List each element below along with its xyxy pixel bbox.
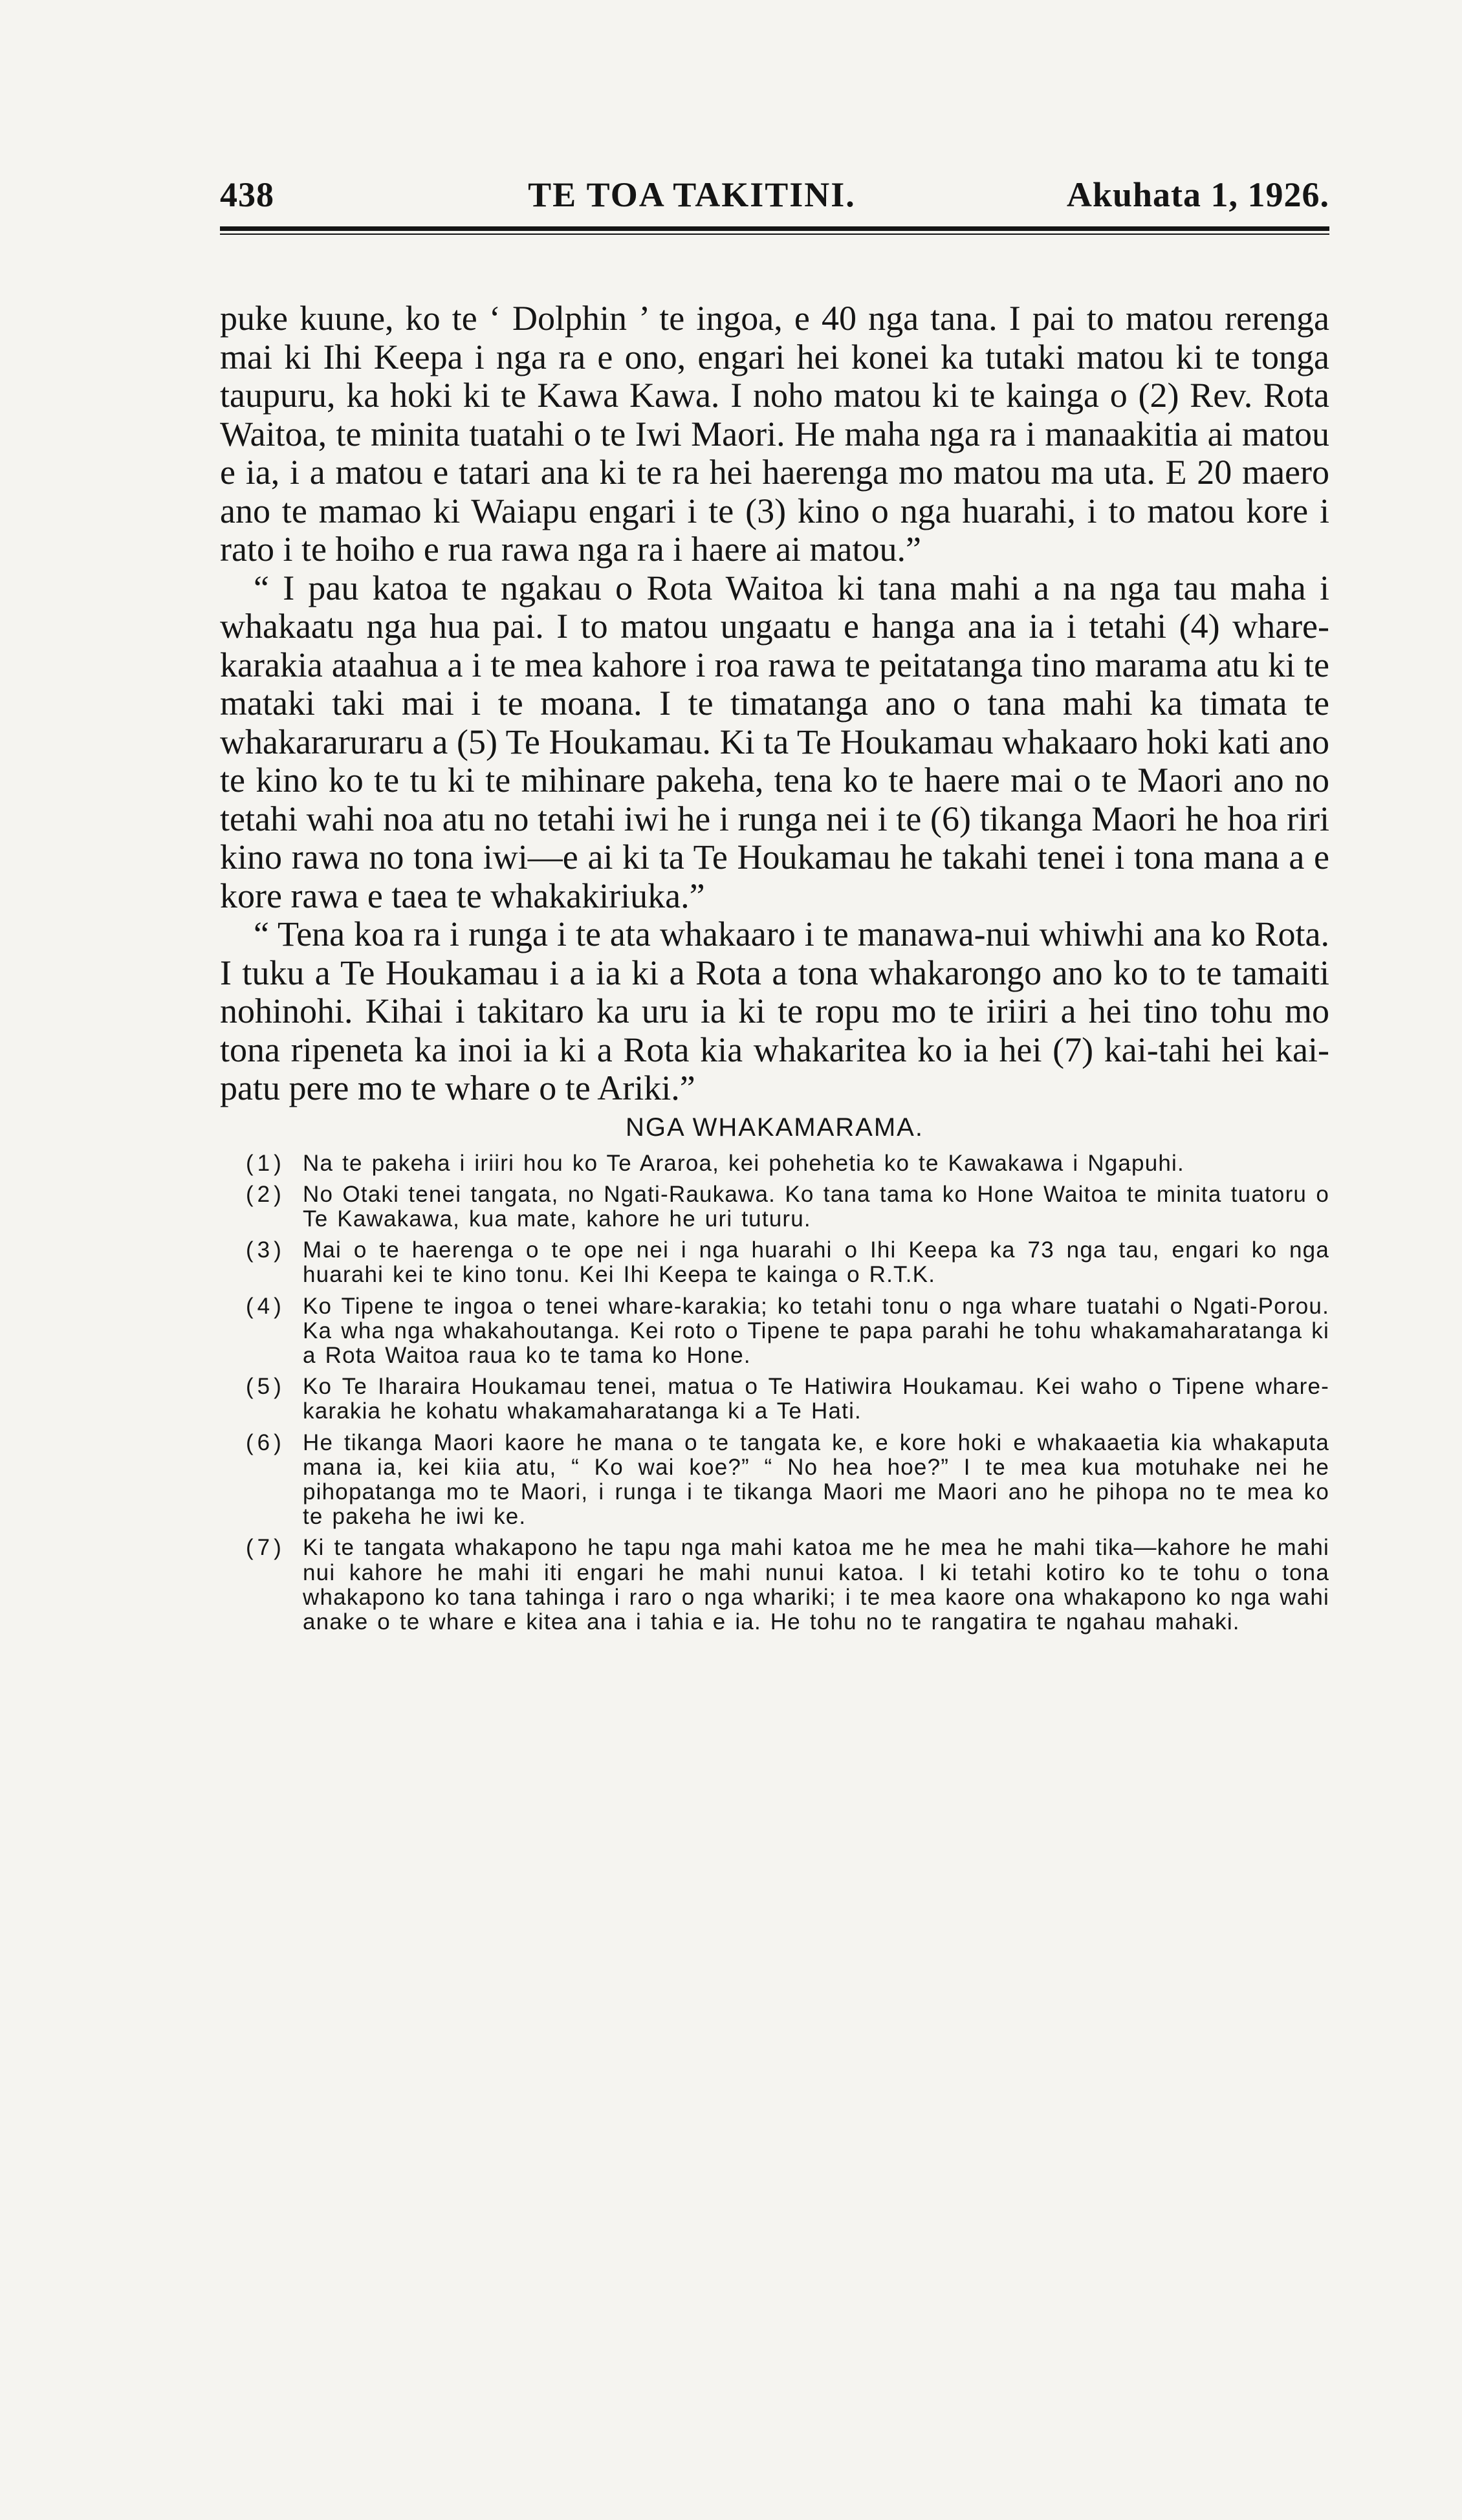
issue-date: Akuhata 1, 1926. [1066, 175, 1329, 214]
note-text: Ko Te Iharaira Houkamau tenei, matua o Te Hatiwira Houkamau. Kei waho o Tipene whare-karakia he kohatu whakamaharatanga ki a Te Hati. [303, 1374, 1329, 1424]
note-number: (7) [246, 1535, 285, 1561]
note-4 [220, 1294, 1329, 1369]
article-body [220, 299, 1329, 1108]
note-text: Ki te tangata whakapono he tapu nga mahi katoa me he mea he mahi tika—kahore he mahi nui kahore he mahi iti engari he mahi nunui katoa. I ki tetahi kotiro ko te tohu o tona whakapono ko tana tahinga i raro o nga whariki; i te mea kaore ona whakapono ko nga wahi anake o te whare e kitea ana i tahia e ia. He tohu no te rangatira te ngahau mahaki. [303, 1535, 1329, 1635]
paragraph-1: puke kuune, ko te ‘ Dolphin ’ te ingoa, e 40 nga tana. I pai to matou rerenga mai ki Ihi Keepa i nga ra e ono, engari hei konei ka tutaki matou ki te tonga taupuru, ka hoki ki te Kawa Kawa. I noho matou ki te kainga o (2) Rev. Rota Waitoa, te minita tuatahi o te Iwi Maori. He maha nga ra i manaakitia ai matou e ia, i a matou e tatari ana ki te ra hei haerenga mo matou ma uta. E 20 maero ano te mamao ki Waiapu engari i te (3) kino o nga huarahi, i to matou kore i rato i te hoiho e rua rawa nga ra i haere ai matou.” [220, 299, 1329, 569]
note-number: (6) [246, 1429, 285, 1455]
note-number: (2) [246, 1181, 285, 1207]
paragraph-3: “ Tena koa ra i runga i te ata whakaaro i te manawa-nui whiwhi ana ko Rota. I tuku a Te Houkamau i a ia ki a Rota a tona whakarongo ano ko to te tamaiti nohinohi. Kihai i takitaro ka uru ia ki te ropu mo te iriiri a hei tino tohu mo tona ripeneta ka inoi ia ki a Rota kia whakaritea ko ia hei (7) kai-tahi hei kai-patu pere mo te whare o te Ariki.” [220, 915, 1329, 1107]
paragraph-2: “ I pau katoa te ngakau o Rota Waitoa ki tana mahi a na nga tau maha i whakaatu nga hua pai. I to matou ungaatu e hanga ana ia i tetahi (4) whare-karakia ataahua a i te mea kahore i roa rawa te peitatanga tino marama atu ki te mataki taki mai i te moana. I te timatanga ano o tana mahi ka timata te whakararuraru a (5) Te Houkamau. Ki ta Te Houkamau whakaaro hoki kati ano te kino ko te tu ki te mihinare pakeha, tena ko te haere mai o te Maori ano no tetahi wahi noa atu no tetahi iwi he i runga nei i te (6) tikanga Maori he hoa riri kino rawa no tona iwi—e ai ki ta Te Houkamau he takahi tenei i tona mana a e kore rawa e taea te whakakiriuka.” [220, 568, 1329, 915]
notes-list [220, 1151, 1329, 1635]
note-number: (5) [246, 1374, 285, 1400]
header-rule-thin [220, 234, 1329, 235]
header-rule-thick [220, 226, 1329, 231]
page-number: 438 [220, 175, 274, 214]
note-5 [220, 1374, 1329, 1424]
note-number: (4) [246, 1293, 285, 1319]
note-7 [220, 1536, 1329, 1635]
note-3 [220, 1238, 1329, 1287]
note-text: No Otaki tenei tangata, no Ngati-Raukawa. Ko tana tama ko Hone Waitoa te minita tuatoru o Te Kawakawa, kua mate, kahore he uri tuturu. [303, 1181, 1329, 1232]
note-text: He tikanga Maori kaore he mana o te tangata ke, e kore hoki e whakaaetia kia whakaputa mana ia, kei kiia atu, “ Ko wai koe?” “ No hea hoe?” I te mea kua motuhake nei he pihopatanga mo te Maori, i runga i te tikanga Maori me Maori ano he pihopa no te mea ko te pakeha he iwi ke. [303, 1429, 1329, 1530]
note-2 [220, 1182, 1329, 1232]
notes-heading: NGA WHAKAMARAMA. [626, 1113, 924, 1142]
page [220, 175, 1329, 2477]
note-1 [220, 1151, 1329, 1176]
note-text: Mai o te haerenga o te ope nei i nga huarahi o Ihi Keepa ka 73 nga tau, engari ko nga huarahi kei te kino tonu. Kei Ihi Keepa te kainga o R.T.K. [303, 1237, 1329, 1288]
running-header [220, 175, 1329, 225]
note-6 [220, 1431, 1329, 1530]
note-number: (3) [246, 1237, 285, 1263]
note-text: Na te pakeha i iriiri hou ko Te Araroa, kei pohehetia ko te Kawakawa i Ngapuhi. [303, 1150, 1184, 1176]
note-number: (1) [246, 1150, 285, 1176]
note-text: Ko Tipene te ingoa o tenei whare-karakia; ko tetahi tonu o nga whare tuatahi o Ngati-Porou. Ka wha nga whakahoutanga. Kei roto o Tipene te papa parahi he tohu whakamaharatanga ki a Rota Waitoa raua ko te tama ko Hone. [303, 1293, 1329, 1368]
publication-title: TE TOA TAKITINI. [528, 175, 856, 214]
